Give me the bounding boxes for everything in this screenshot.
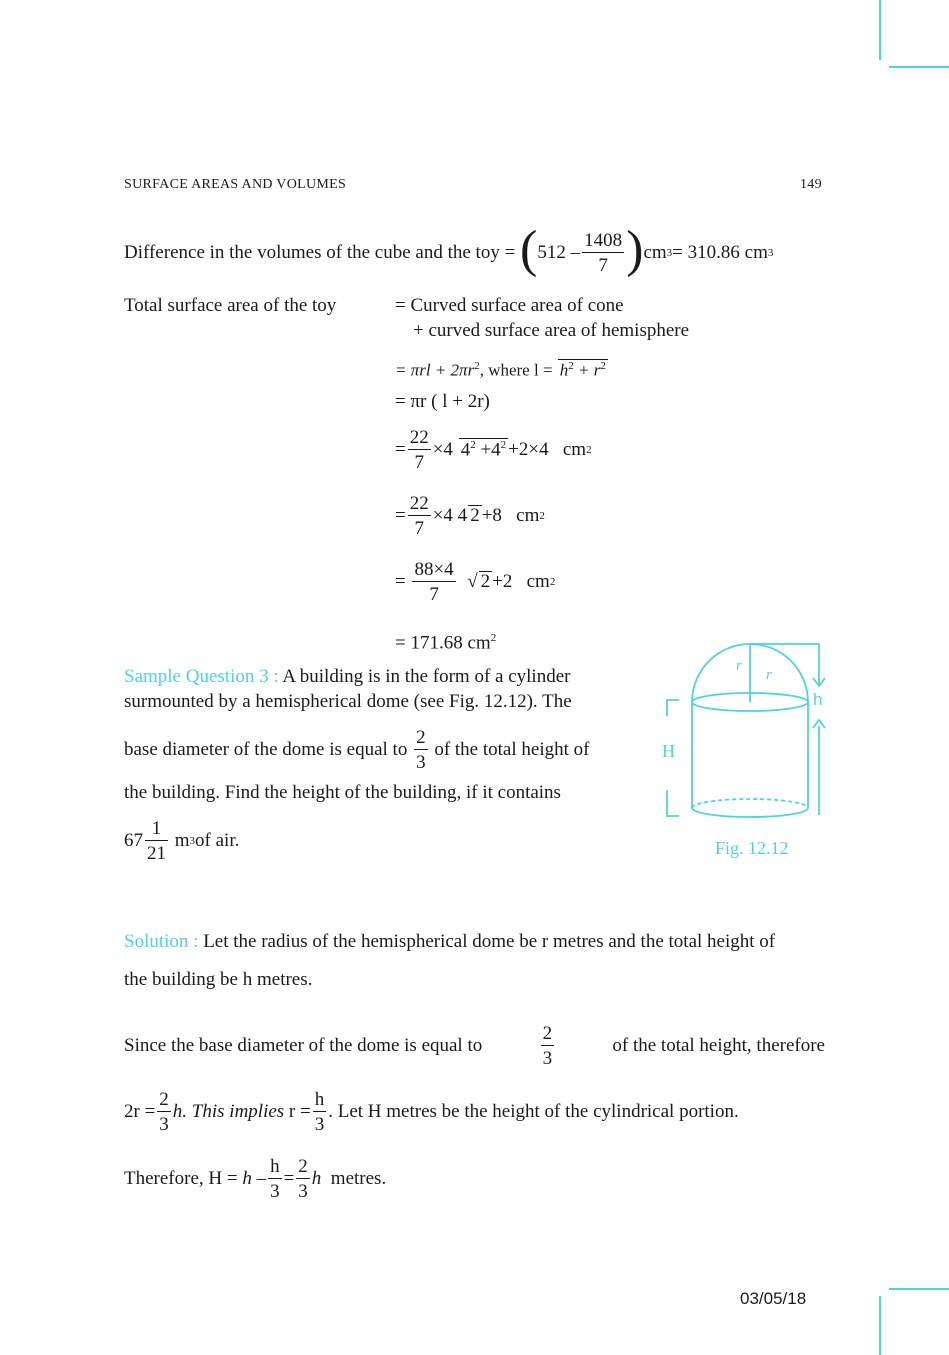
figure-label-h: h: [813, 690, 823, 709]
solution-line-3: Since the base diameter of the dome is equal to $\frac{2}{3}$ of the total height, therefore: [124, 1023, 825, 1069]
crop-mark: [879, 0, 881, 60]
figure-label-r1: r: [736, 658, 742, 674]
figure-caption: Fig. 12.12: [715, 838, 789, 858]
figure-label-H: H: [662, 741, 675, 761]
crop-mark: [889, 1288, 949, 1290]
tsa-line-1: = Curved surface area of cone: [395, 295, 624, 316]
solution-line-4: 2r = $\frac{2}{3}$ h. This implies r = $\frac{h}{3}$ . Let H metres be the height of the cylindrical portion.: [124, 1089, 739, 1135]
volume-difference-line: Difference in the volumes of the cube and the toy = ( 512 – $\frac{1408}{7}$ ) cm 3 = 310.86 cm 3: [124, 221, 774, 278]
solution-line-2: the building be h metres.: [124, 969, 313, 990]
question-line-2: surmounted by a hemispherical dome (see Fig. 12.12). The: [124, 691, 572, 712]
solution-label: Solution :: [124, 931, 199, 952]
question-line-1: Sample Question 3 : A building is in the form of a cylinder: [124, 666, 571, 687]
tsa-step-7: = $\frac{88\times 4}{7}$ √ 2 +2 cm 2: [395, 559, 556, 605]
tsa-line-3: = $\pi rl + 2\pi r^2$, where $l = h^2 + r^2$: [395, 360, 606, 380]
building-figure: [655, 640, 835, 840]
tsa-line-2: + curved surface area of hemisphere: [413, 320, 690, 341]
bracket-top: [667, 700, 679, 716]
question-line-3: base diameter of the dome is equal to $\frac{2}{3}$ of the total height of: [124, 727, 590, 773]
figure-label-r2: r: [766, 667, 772, 683]
question-line-4: the building. Find the height of the building, if it contains: [124, 782, 561, 803]
question-label: Sample Question 3 :: [124, 666, 279, 687]
tsa-line-4: = πr ( l + 2r): [395, 391, 490, 412]
running-header: SURFACE AREAS AND VOLUMES: [124, 177, 347, 192]
question-line-5: 67 $\frac{1}{21}$ m 3 of air.: [124, 818, 240, 864]
tsa-step-6: = $\frac{22}{7}$ ×4 4 2 +8 cm 2: [395, 493, 545, 539]
tsa-label: Total surface area of the toy: [124, 295, 337, 316]
solution-line-1: Solution : Let the radius of the hemispherical dome be r metres and the total height of: [124, 931, 776, 952]
page-number: 149: [800, 177, 822, 192]
tsa-result: = 171.68 $cm^2$: [395, 632, 497, 654]
tsa-step-5: = $\frac{22}{7}$ ×4 $4^2 +4^2$ +2×4 cm 2: [395, 427, 592, 473]
footer-date: 03/05/18: [740, 1289, 807, 1308]
crop-mark: [889, 66, 949, 68]
crop-mark: [879, 1296, 881, 1355]
bracket-bottom: [667, 790, 679, 816]
solution-line-5: Therefore, H = h – $\frac{h}{3}$ = $\frac{2}{3}$ h metres.: [124, 1156, 387, 1202]
